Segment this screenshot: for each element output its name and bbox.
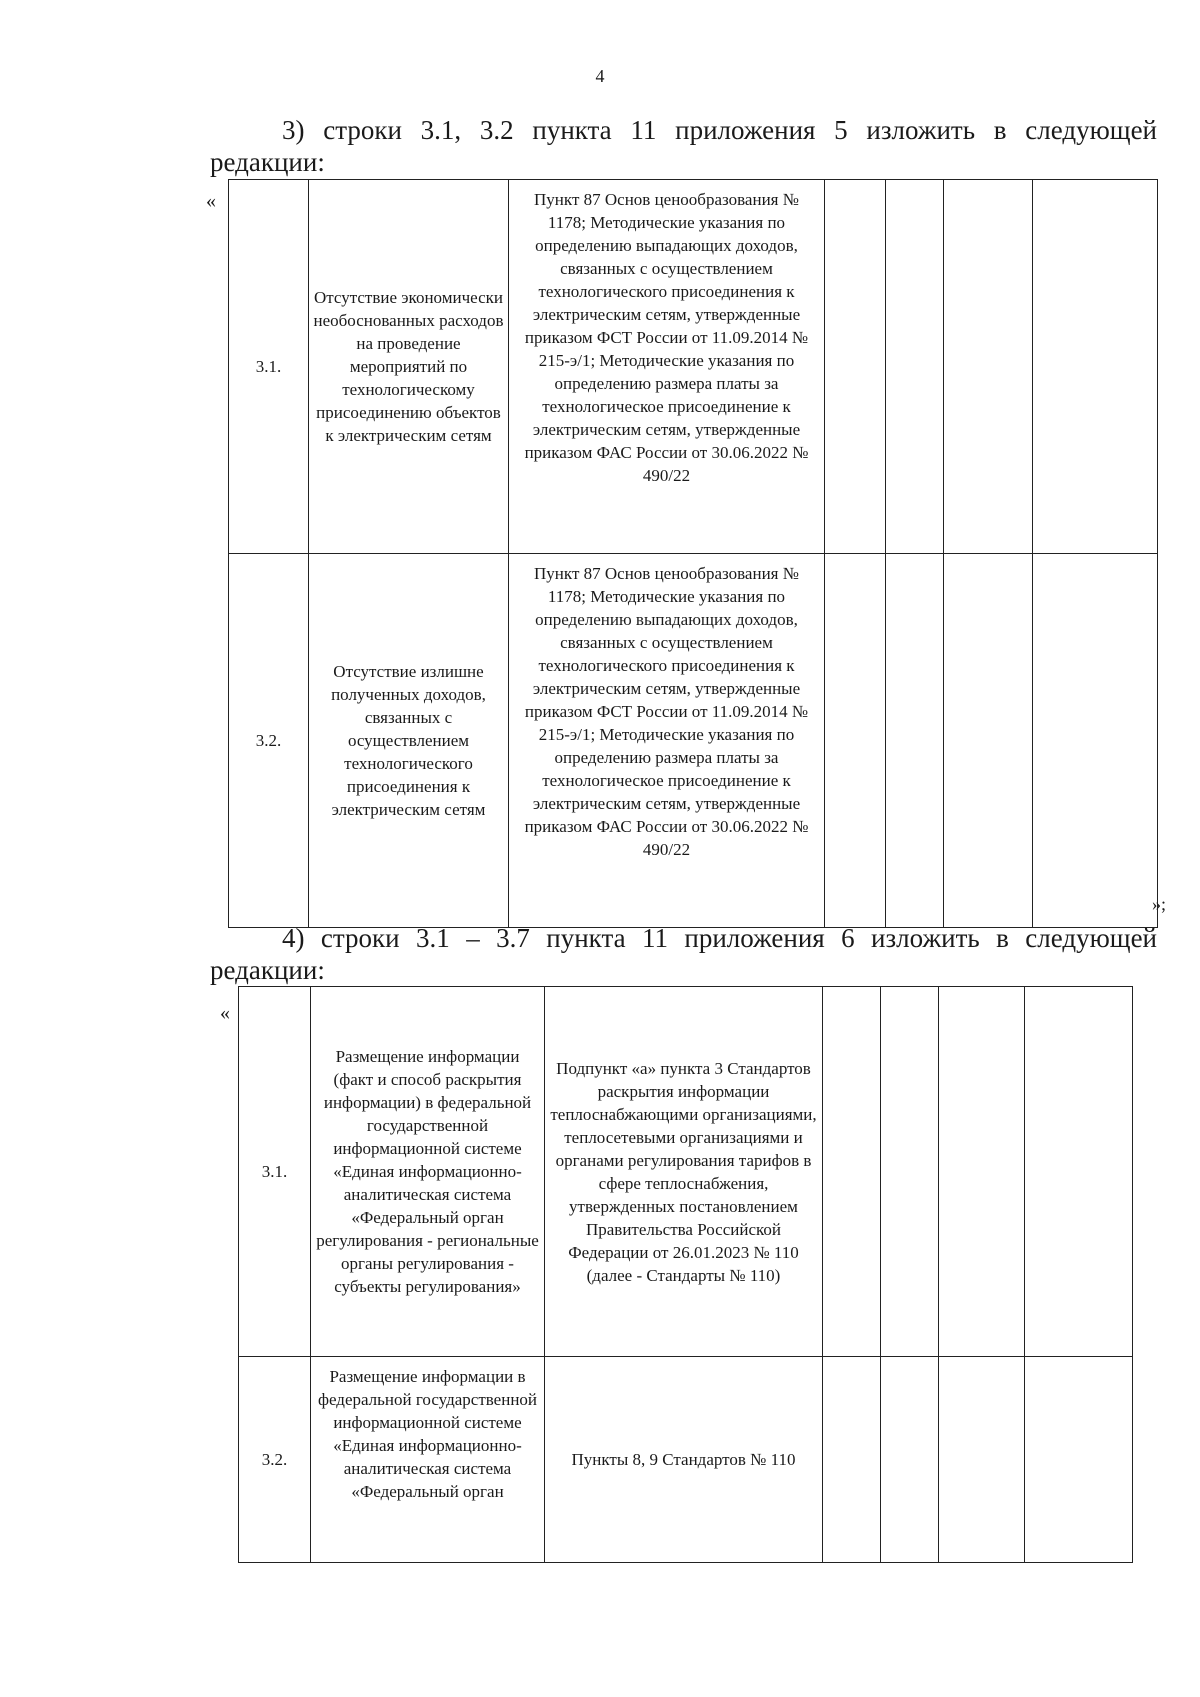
legal-basis: Пункт 87 Основ ценообразования № 1178; Методические указания по определению выпадающих доходов, связанных с осуществлением технологического присоединения к электрическим сетям, утвержденные приказом ФСТ России от 11.09.2014 № 215-э/1; Методические указания по определению размера платы за технологическое присоединение к электрическим сетям, утвержденные приказом ФАС России от 30.06.2022 № 490/22 — [509, 554, 825, 928]
empty-cell — [825, 554, 886, 928]
row-number: 3.1. — [229, 180, 309, 554]
empty-cell — [1025, 987, 1133, 1357]
empty-cell — [886, 554, 944, 928]
row-number: 3.2. — [229, 554, 309, 928]
legal-basis: Пункты 8, 9 Стандартов № 110 — [545, 1357, 823, 1563]
section1-heading — [210, 114, 1157, 178]
empty-cell — [886, 180, 944, 554]
table-row — [229, 554, 1158, 928]
section1-open-quote: « — [206, 190, 216, 212]
empty-cell — [881, 987, 939, 1357]
table-row — [239, 987, 1133, 1357]
section2-heading-line2: редакции: — [210, 955, 325, 985]
page-number: 4 — [595, 66, 605, 86]
table-row — [229, 180, 1158, 554]
legal-basis: Подпункт «а» пункта 3 Стандартов раскрытия информации теплоснабжающими организациями, теплосетевыми организациями и органами регулирования тарифов в сфере теплоснабжения, утвержденных постановлением Правительства Российской Федерации от 26.01.2023 № 110 (далее - Стандарты № 110) — [545, 987, 823, 1357]
section2-heading — [210, 922, 1157, 986]
empty-cell — [944, 180, 1033, 554]
empty-cell — [823, 1357, 881, 1563]
criterion-name: Отсутствие экономически необоснованных расходов на проведение мероприятий по технологическому присоединению объектов к электрическим сетям — [309, 180, 509, 554]
section1-table — [228, 179, 1158, 928]
section2-open-quote: « — [220, 1002, 230, 1024]
row-number: 3.1. — [239, 987, 311, 1357]
row-number: 3.2. — [239, 1357, 311, 1563]
empty-cell — [1033, 554, 1158, 928]
empty-cell — [881, 1357, 939, 1563]
table-row — [239, 1357, 1133, 1563]
empty-cell — [939, 1357, 1025, 1563]
criterion-name: Размещение информации в федеральной государственной информационной системе «Единая информационно-аналитическая система «Федеральный орган — [311, 1357, 545, 1563]
section1-heading-line2: редакции: — [210, 147, 325, 177]
section2-table — [238, 986, 1133, 1563]
section1-close-quote: »; — [1152, 894, 1167, 914]
criterion-name: Отсутствие излишне полученных доходов, связанных с осуществлением технологического присоединения к электрическим сетям — [309, 554, 509, 928]
legal-basis: Пункт 87 Основ ценообразования № 1178; Методические указания по определению выпадающих доходов, связанных с осуществлением технологического присоединения к электрическим сетям, утвержденные приказом ФСТ России от 11.09.2014 № 215-э/1; Методические указания по определению размера платы за технологическое присоединение к электрическим сетям, утвержденные приказом ФАС России от 30.06.2022 № 490/22 — [509, 180, 825, 554]
criterion-name: Размещение информации (факт и способ раскрытия информации) в федеральной государственной информационной системе «Единая информационно-аналитическая система «Федеральный орган регулирования - региональные органы регулирования - субъекты регулирования» — [311, 987, 545, 1357]
empty-cell — [1033, 180, 1158, 554]
empty-cell — [944, 554, 1033, 928]
section2-heading-line1: 4) строки 3.1 – 3.7 пункта 11 приложения 6 изложить в следующей — [282, 923, 1157, 953]
empty-cell — [823, 987, 881, 1357]
empty-cell — [1025, 1357, 1133, 1563]
section1-heading-line1: 3) строки 3.1, 3.2 пункта 11 приложения 5 изложить в следующей — [282, 115, 1157, 145]
empty-cell — [825, 180, 886, 554]
empty-cell — [939, 987, 1025, 1357]
